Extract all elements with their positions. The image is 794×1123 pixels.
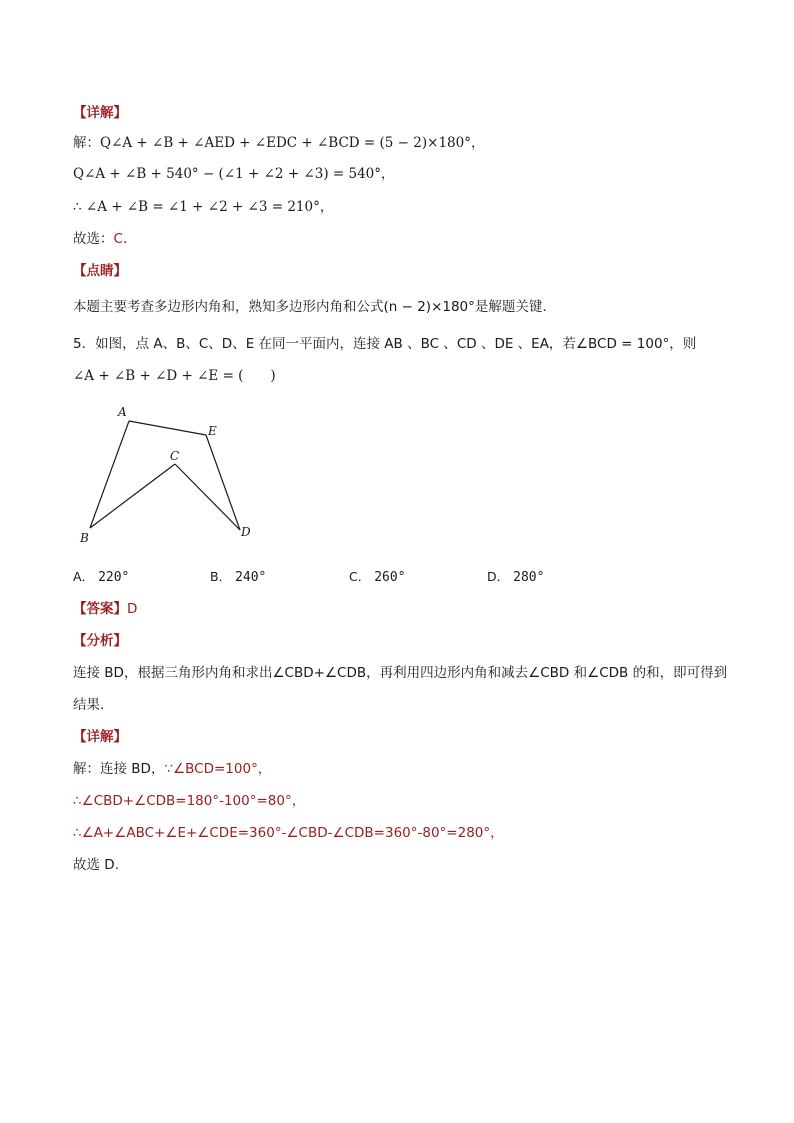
option-b bbox=[210, 568, 266, 587]
prev-conclusion-prefix: 故选： bbox=[73, 231, 114, 247]
option-c bbox=[349, 568, 406, 587]
prev-conclusion-suffix: . bbox=[122, 231, 128, 247]
solution-line-1 bbox=[73, 760, 271, 778]
segment-ab bbox=[90, 421, 129, 528]
prev-detail-heading: 【详解】 bbox=[73, 105, 127, 121]
solution-line-1-prefix: 解：连接 BD， bbox=[73, 761, 165, 777]
solution-heading: 【详解】 bbox=[73, 729, 127, 745]
question-5-expression: ∠A + ∠B + ∠D + ∠E = ( ) bbox=[73, 368, 276, 384]
option-b-letter: B． bbox=[210, 569, 232, 584]
analysis-line-1: 连接 BD，根据三角形内角和求出∠CBD+∠CDB，再利用四边形内角和减去∠CBD 和∠CDB 的和，即可得到 bbox=[73, 665, 728, 681]
option-d bbox=[487, 568, 544, 587]
prev-comment-text: 本题主要考查多边形内角和，熟知多边形内角和公式(n − 2)×180°是解题关键. bbox=[73, 299, 547, 315]
solution-line-3: ∴∠A+∠ABC+∠E+∠CDE=360°-∠CBD-∠CDB=360°-80°=280°， bbox=[73, 825, 504, 841]
label-c: C bbox=[170, 449, 180, 463]
answer-heading: 【答案】 bbox=[73, 601, 127, 617]
option-c-value: 260° bbox=[374, 570, 406, 585]
label-e: E bbox=[208, 424, 217, 438]
label-d: D bbox=[241, 525, 251, 539]
question-5-text: 5．如图，点 A、B、C、D、E 在同一平面内，连接 AB 、BC 、CD 、DE 、EA，若∠BCD = 100°，则 bbox=[73, 336, 697, 352]
prev-detail-line-1: 解：Q∠A + ∠B + ∠AED + ∠EDC + ∠BCD = (5 − 2)×180°， bbox=[73, 135, 485, 151]
prev-conclusion-answer: C bbox=[113, 231, 123, 247]
solution-line-2: ∴∠CBD+∠CDB=180°-100°=80°， bbox=[73, 793, 306, 809]
segment-cd bbox=[175, 464, 240, 530]
prev-detail-line-3: ∴ ∠A + ∠B = ∠1 + ∠2 + ∠3 = 210°， bbox=[73, 199, 334, 215]
answer-line bbox=[73, 600, 137, 618]
label-b: B bbox=[80, 531, 89, 545]
prev-conclusion bbox=[73, 230, 127, 248]
solution-line-4: 故选 D. bbox=[73, 857, 119, 873]
label-a: A bbox=[118, 405, 127, 419]
option-b-value: 240° bbox=[235, 570, 267, 585]
option-d-value: 280° bbox=[513, 570, 545, 585]
solution-line-1-given: ∵∠BCD=100°， bbox=[164, 761, 272, 777]
option-a bbox=[73, 568, 129, 587]
segment-ae bbox=[129, 421, 206, 435]
option-d-letter: D． bbox=[487, 569, 510, 584]
prev-detail-line-2: Q∠A + ∠B + 540° − (∠1 + ∠2 + ∠3) = 540°， bbox=[73, 166, 395, 182]
prev-comment-heading: 【点睛】 bbox=[73, 263, 127, 279]
segment-ed bbox=[206, 435, 240, 530]
option-c-letter: C． bbox=[349, 569, 371, 584]
option-a-value: 220° bbox=[98, 570, 130, 585]
analysis-line-2: 结果. bbox=[73, 697, 105, 713]
geometry-figure bbox=[72, 398, 292, 558]
answer-value: D bbox=[127, 601, 138, 617]
polygon-lines bbox=[90, 421, 240, 530]
segment-bc bbox=[90, 464, 175, 528]
option-a-letter: A． bbox=[73, 569, 95, 584]
analysis-heading: 【分析】 bbox=[73, 633, 127, 649]
